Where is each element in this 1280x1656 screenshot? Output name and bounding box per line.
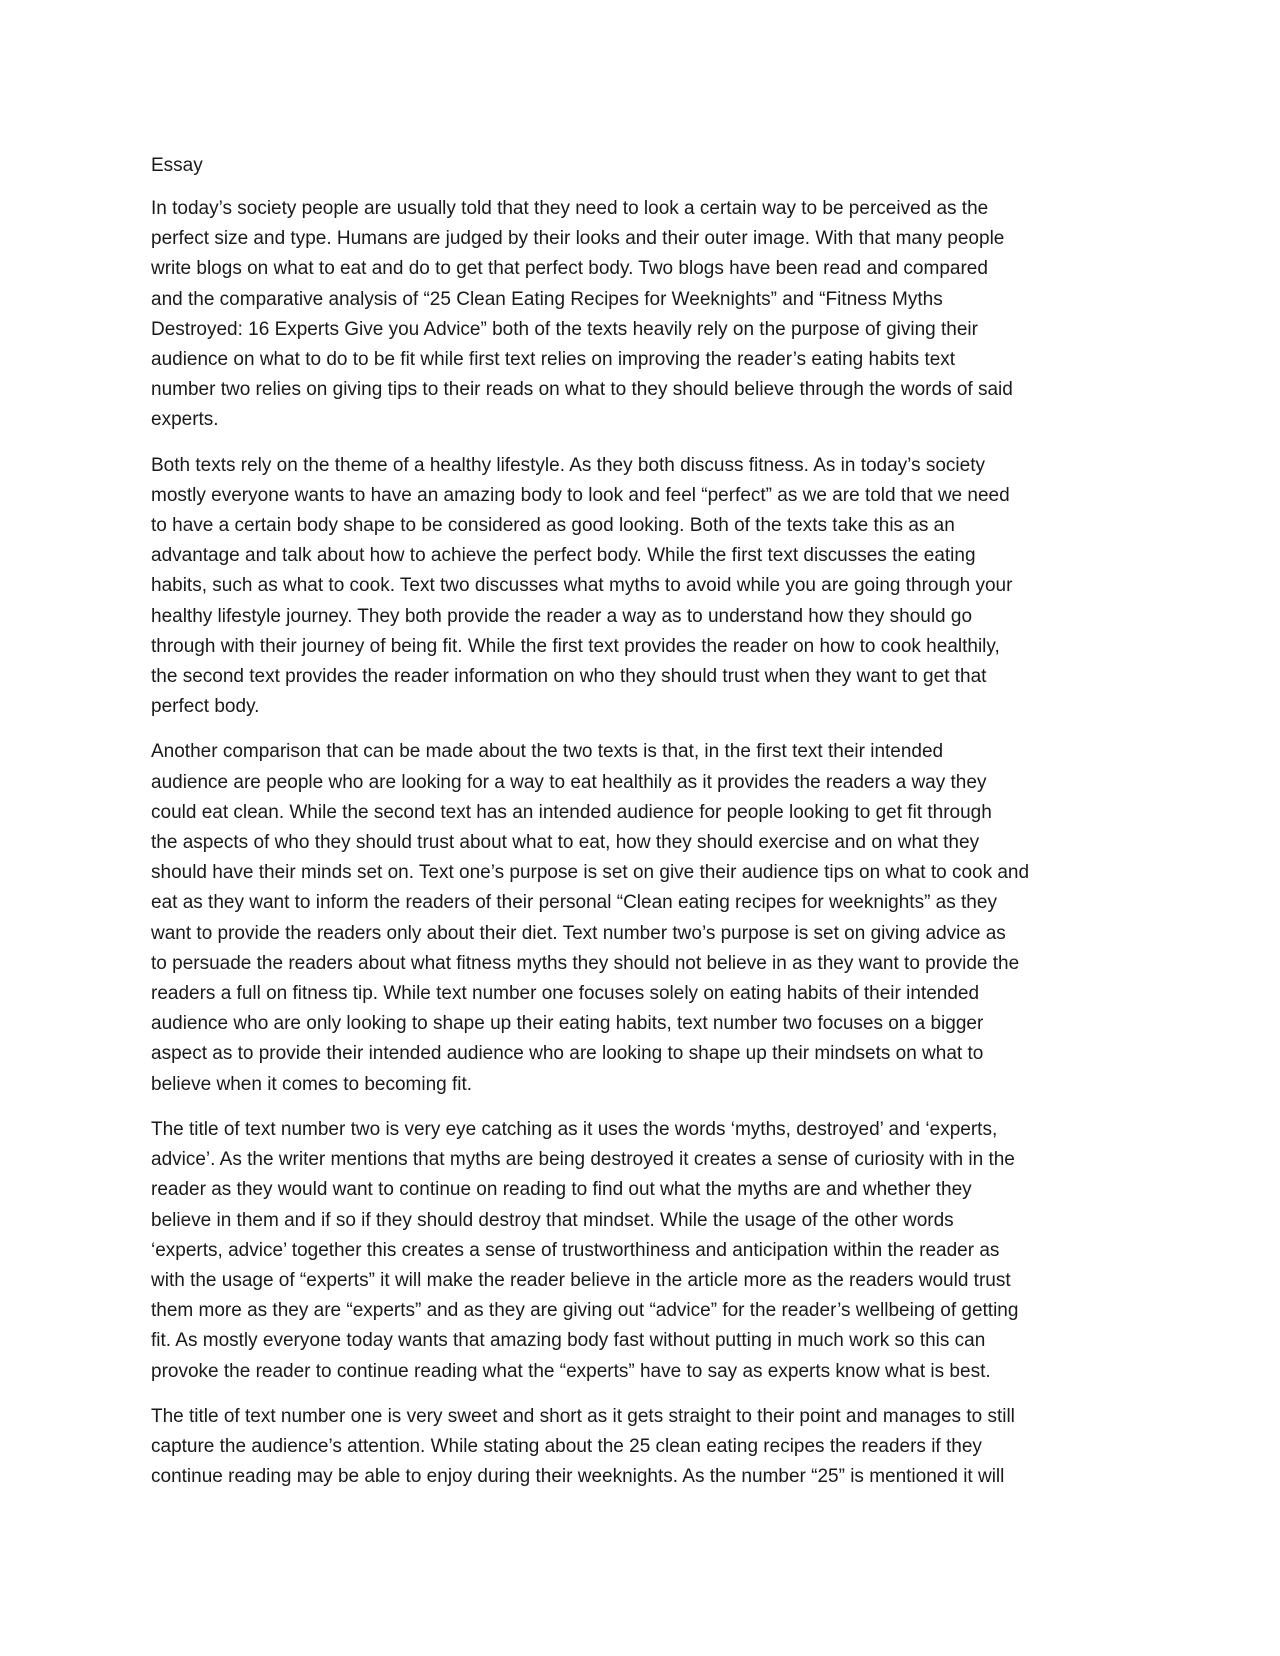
text-line: and the comparative analysis of “25 Clean Eating Recipes for Weeknights” and “Fitness Myths [151, 288, 943, 310]
text-line: continue reading may be able to enjoy during their weeknights. As the number “25” is mentioned it will [151, 1466, 1005, 1488]
text-line: Another comparison that can be made about the two texts is that, in the first text their intended [151, 741, 944, 763]
text-line: could eat clean. While the second text has an intended audience for people looking to get fit through [151, 801, 992, 823]
text-line: want to provide the readers only about their diet. Text number two’s purpose is set on giving advice as [151, 922, 1006, 944]
text-line: experts. [151, 409, 219, 431]
text-line: readers a full on fitness tip. While text number one focuses solely on eating habits of their intended [151, 983, 980, 1005]
text-line: to persuade the readers about what fitness myths they should not believe in as they want to provide the [151, 952, 1020, 974]
text-line: to have a certain body shape to be considered as good looking. Both of the texts take this as an [151, 515, 955, 537]
text-line: ‘experts, advice’ together this creates a sense of trustworthiness and anticipation within the reader as [151, 1239, 1000, 1261]
text-line: the aspects of who they should trust about what to eat, how they should exercise and on what they [151, 832, 980, 854]
text-line: advice’. As the writer mentions that myths are being destroyed it creates a sense of curiosity with in the [151, 1149, 1015, 1171]
paragraph-list [151, 194, 1141, 1492]
essay-body [151, 151, 1141, 1507]
text-line: believe in them and if so if they should destroy that mindset. While the usage of the other words [151, 1209, 954, 1231]
text-line: audience who are only looking to shape up their eating habits, text number two focuses on a bigger [151, 1013, 984, 1035]
text-line: audience are people who are looking for a way to eat healthily as it provides the readers a way they [151, 771, 987, 793]
text-line: with the usage of “experts” it will make the reader believe in the article more as the readers would trust [151, 1269, 1011, 1291]
text-line: capture the audience’s attention. While stating about the 25 clean eating recipes the readers if they [151, 1435, 982, 1457]
text-line: Destroyed: 16 Experts Give you Advice” both of the texts heavily rely on the purpose of giving their [151, 318, 978, 340]
essay-title: Essay [151, 155, 203, 176]
text-line: number two relies on giving tips to their reads on what to they should believe through the words of said [151, 379, 1013, 401]
text-line: provoke the reader to continue reading what the “experts” have to say as experts know what is best. [151, 1360, 991, 1382]
text-line: aspect as to provide their intended audience who are looking to shape up their mindsets on what to [151, 1043, 984, 1065]
text-line: eat as they want to inform the readers of their personal “Clean eating recipes for weeknights” as they [151, 892, 997, 914]
paragraph-2 [151, 451, 1141, 723]
paragraph-3 [151, 737, 1141, 1099]
text-line: believe when it comes to becoming fit. [151, 1073, 473, 1095]
text-line: habits, such as what to cook. Text two discusses what myths to avoid while you are going through your [151, 575, 1013, 597]
text-line: healthy lifestyle journey. They both provide the reader a way as to understand how they should go [151, 605, 973, 627]
text-line: through with their journey of being fit. While the first text provides the reader on how to cook healthily, [151, 635, 1000, 657]
text-line: perfect size and type. Humans are judged by their looks and their outer image. With that many people [151, 228, 1005, 250]
text-line: The title of text number two is very eye catching as it uses the words ‘myths, destroyed’ and ‘experts, [151, 1118, 998, 1140]
text-line: should have their minds set on. Text one’s purpose is set on give their audience tips on what to cook and [151, 862, 1030, 884]
text-line: write blogs on what to eat and do to get that perfect body. Two blogs have been read and compared [151, 258, 988, 280]
text-line: In today’s society people are usually told that they need to look a certain way to be perceived as the [151, 198, 989, 219]
paragraph-5 [151, 1402, 1141, 1493]
text-line: The title of text number one is very sweet and short as it gets straight to their point and manages to still [151, 1405, 1015, 1427]
paragraph-1 [151, 194, 1141, 436]
text-line: fit. As mostly everyone today wants that amazing body fast without putting in much work so this can [151, 1330, 986, 1352]
text-line: the second text provides the reader information on who they should trust when they want to get that [151, 666, 987, 688]
paragraph-4 [151, 1115, 1141, 1387]
text-line: reader as they would want to continue on reading to find out what the myths are and whether they [151, 1179, 972, 1201]
text-line: advantage and talk about how to achieve the perfect body. While the first text discusses the eating [151, 545, 976, 567]
text-line: mostly everyone wants to have an amazing body to look and feel “perfect” as we are told that we need [151, 484, 1010, 506]
text-line: perfect body. [151, 696, 260, 718]
text-line: them more as they are “experts” and as they are giving out “advice” for the reader’s wellbeing of getting [151, 1300, 1019, 1322]
text-line: Both texts rely on the theme of a healthy lifestyle. As they both discuss fitness. As in today’s society [151, 454, 985, 476]
text-line: audience on what to do to be fit while first text relies on improving the reader’s eating habits text [151, 349, 956, 371]
